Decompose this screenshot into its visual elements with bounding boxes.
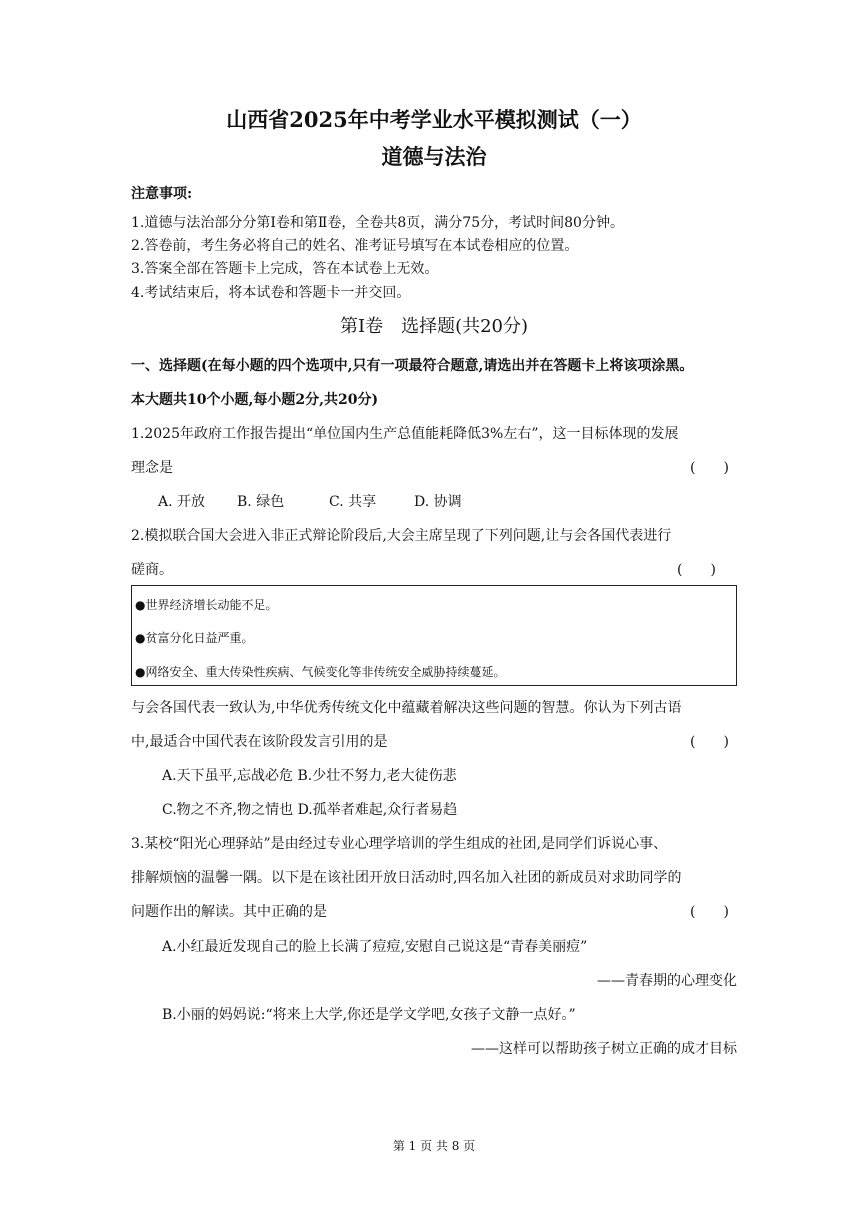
- notice-item: 1.道德与法治部分分第Ⅰ卷和第Ⅱ卷，全卷共8页，满分75分，考试时间80分钟。: [131, 215, 624, 231]
- q2-options-cd: C.物之不齐,物之情也 D.孤举者难起,众行者易趋: [162, 802, 458, 818]
- q2-stem-line4: 中,最适合中国代表在该阶段发言引用的是: [131, 734, 388, 750]
- q2-stem-line1: 2.模拟联合国大会进入非正式辩论阶段后,大会主席呈现了下列问题,让与会各国代表进行: [131, 528, 672, 544]
- page-number: 第 1 页 共 8 页: [392, 1139, 476, 1153]
- section-instruction: 一、选择题(在每小题的四个选项中,只有一项最符合题意,请选出并在答题卡上将该项涂黑。: [131, 358, 694, 374]
- exam-subject: 道德与法治: [381, 144, 487, 169]
- q2-stem-line3: 与会各国代表一致认为,中华优秀传统文化中蕴藏着解决这些问题的智慧。你认为下列古语: [131, 700, 682, 716]
- q3-option-b: B.小丽的妈妈说:“将来上大学,你还是学文学吧,女孩子文静一点好。”: [162, 1007, 576, 1023]
- section-sub: 本大题共10个小题,每小题2分,共20分): [131, 392, 379, 408]
- q2-options-ab: A.天下虽平,忘战必危 B.少壮不努力,老大徒伤悲: [162, 768, 457, 784]
- notice-heading: 注意事项:: [131, 186, 193, 202]
- q1-option-a: A. 开放: [158, 494, 206, 510]
- section-title: 第Ⅰ卷 选择题(共20分): [339, 316, 529, 337]
- q1-stem-line2: 理念是: [131, 460, 173, 476]
- notice-item: 3.答案全部在答题卡上完成，答在本试卷上无效。: [131, 261, 439, 277]
- q1-option-d: D. 协调: [414, 494, 462, 510]
- q1-stem-line1: 1.2025年政府工作报告提出“单位国内生产总值能耗降低3%左右”，这一目标体现的发展: [131, 426, 679, 442]
- q1-answer-paren: ( ): [690, 460, 729, 476]
- q2-answer-paren-2: ( ): [690, 734, 729, 750]
- q1-option-c: C. 共享: [329, 494, 377, 510]
- q3-option-a-note: ——青春期的心理变化: [597, 973, 737, 989]
- q2-answer-paren: ( ): [677, 562, 716, 578]
- q2-problem-box: [131, 585, 737, 686]
- q3-option-a: A.小红最近发现自己的脸上长满了痘痘,安慰自己说这是“青春美丽痘”: [162, 939, 588, 955]
- exam-title: 山西省2025年中考学业水平模拟测试（一）: [226, 107, 642, 132]
- q2-stem-line2: 磋商。: [131, 562, 173, 578]
- problem-item: ●世界经济增长动能不足。: [135, 598, 278, 612]
- notice-item: 2.答卷前，考生务必将自己的姓名、准考证号填写在本试卷相应的位置。: [131, 238, 579, 254]
- problem-item: ●贫富分化日益严重。: [135, 631, 254, 645]
- notice-item: 4.考试结束后，将本试卷和答题卡一并交回。: [131, 285, 411, 301]
- q1-option-b: B. 绿色: [237, 494, 285, 510]
- q3-option-b-note: ——这样可以帮助孩子树立正确的成才目标: [471, 1041, 737, 1057]
- q3-answer-paren: ( ): [690, 904, 729, 920]
- q3-stem-line1: 3.某校“阳光心理驿站”是由经过专业心理学培训的学生组成的社团,是同学们诉说心事、: [131, 836, 668, 852]
- q3-stem-line3: 问题作出的解读。其中正确的是: [131, 904, 327, 920]
- q3-stem-line2: 排解烦恼的温馨一隅。以下是在该社团开放日活动时,四名加入社团的新成员对求助同学的: [131, 870, 682, 886]
- problem-item: ●网络安全、重大传染性疾病、气候变化等非传统安全威胁持续蔓延。: [135, 665, 506, 679]
